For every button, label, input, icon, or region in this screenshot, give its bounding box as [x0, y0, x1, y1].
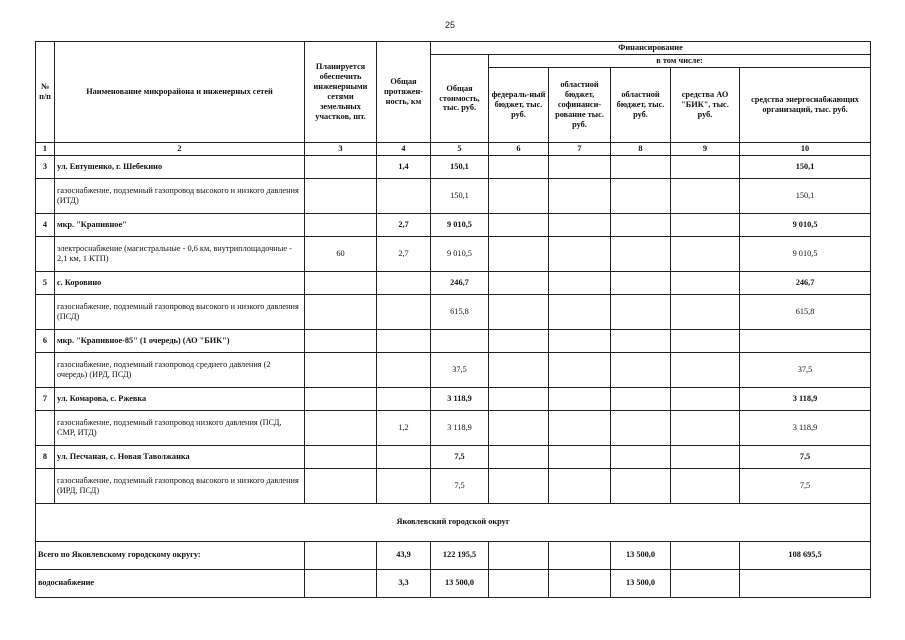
row-length	[377, 468, 431, 503]
row-regional	[611, 352, 671, 387]
row-cofin	[549, 329, 611, 352]
column-number: 2	[55, 142, 305, 155]
row-cofin	[549, 468, 611, 503]
total-plots	[305, 541, 377, 569]
row-bik	[671, 410, 740, 445]
row-total-cost: 9 010,5	[431, 213, 489, 236]
row-bik	[671, 236, 740, 271]
financing-table	[35, 41, 871, 598]
row-num: 6	[36, 329, 55, 352]
header-total-cost: Общая стоимость, тыс. руб.	[431, 55, 489, 143]
row-length: 2,7	[377, 236, 431, 271]
district-row	[36, 271, 871, 294]
row-plots	[305, 445, 377, 468]
row-name: газоснабжение, подземный газопровод среднего давления (2 очередь) (ИРД, ПСД)	[55, 352, 305, 387]
row-num	[36, 468, 55, 503]
row-total-cost: 7,5	[431, 468, 489, 503]
row-cofin	[549, 236, 611, 271]
row-length	[377, 294, 431, 329]
row-num	[36, 410, 55, 445]
row-name: мкр. "Крапивное"	[55, 213, 305, 236]
column-number: 5	[431, 142, 489, 155]
row-plots	[305, 329, 377, 352]
row-federal	[489, 410, 549, 445]
row-name: газоснабжение, подземный газопровод низкого давления (ПСД, СМР, ИТД)	[55, 410, 305, 445]
row-plots	[305, 155, 377, 178]
water-supply-cofin	[549, 569, 611, 597]
row-energy	[740, 329, 871, 352]
row-num: 3	[36, 155, 55, 178]
network-row	[36, 294, 871, 329]
total-bik	[671, 541, 740, 569]
row-length	[377, 387, 431, 410]
row-bik	[671, 294, 740, 329]
row-plots	[305, 294, 377, 329]
row-cofin	[549, 213, 611, 236]
row-regional	[611, 294, 671, 329]
row-cofin	[549, 445, 611, 468]
header-length: Общая протяжен-ность, км	[377, 42, 431, 143]
row-name: ул. Песчаная, с. Новая Таволжанка	[55, 445, 305, 468]
section-block	[36, 503, 871, 597]
row-bik	[671, 178, 740, 213]
row-name: газоснабжение, подземный газопровод высокого и низкого давления (ИТД)	[55, 178, 305, 213]
row-federal	[489, 329, 549, 352]
row-total-cost: 246,7	[431, 271, 489, 294]
network-row	[36, 352, 871, 387]
row-energy: 3 118,9	[740, 387, 871, 410]
water-supply-bik	[671, 569, 740, 597]
row-num	[36, 352, 55, 387]
row-name: ул. Евтушенко, г. Шебекино	[55, 155, 305, 178]
row-regional	[611, 213, 671, 236]
network-row	[36, 236, 871, 271]
row-regional	[611, 445, 671, 468]
row-regional	[611, 271, 671, 294]
row-plots	[305, 178, 377, 213]
column-number: 9	[671, 142, 740, 155]
row-federal	[489, 445, 549, 468]
table-header	[36, 42, 871, 156]
row-energy: 7,5	[740, 468, 871, 503]
row-cofin	[549, 387, 611, 410]
column-number: 10	[740, 142, 871, 155]
row-energy: 150,1	[740, 178, 871, 213]
row-num: 5	[36, 271, 55, 294]
row-cofin	[549, 352, 611, 387]
header-regional: областной бюджет, тыс. руб.	[611, 67, 671, 142]
row-regional	[611, 387, 671, 410]
row-name: с. Коровино	[55, 271, 305, 294]
row-num: 7	[36, 387, 55, 410]
section-title: Яковлевский городской округ	[36, 503, 871, 541]
row-federal	[489, 352, 549, 387]
column-number-row	[36, 142, 871, 155]
row-bik	[671, 271, 740, 294]
row-federal	[489, 294, 549, 329]
row-total-cost: 150,1	[431, 178, 489, 213]
row-bik	[671, 155, 740, 178]
header-federal: федераль-ный бюджет, тыс. руб.	[489, 67, 549, 142]
network-row	[36, 410, 871, 445]
row-regional	[611, 410, 671, 445]
header-name: Наименование микрорайона и инженерных сетей	[55, 42, 305, 143]
row-name: газоснабжение, подземный газопровод высокого и низкого давления (ИРД, ПСД)	[55, 468, 305, 503]
row-energy: 37,5	[740, 352, 871, 387]
total-federal	[489, 541, 549, 569]
network-row	[36, 468, 871, 503]
total-regional: 13 500,0	[611, 541, 671, 569]
row-num: 4	[36, 213, 55, 236]
water-supply-row	[36, 569, 871, 597]
water-supply-plots	[305, 569, 377, 597]
row-name: электроснабжение (магистральные - 0,6 км, внутриплощадочные - 2,1 км, 1 КТП)	[55, 236, 305, 271]
row-bik	[671, 387, 740, 410]
row-federal	[489, 213, 549, 236]
page-number: 25	[445, 20, 456, 30]
column-number: 1	[36, 142, 55, 155]
water-supply-regional: 13 500,0	[611, 569, 671, 597]
total-length: 43,9	[377, 541, 431, 569]
row-cofin	[549, 410, 611, 445]
row-regional	[611, 236, 671, 271]
row-plots	[305, 410, 377, 445]
row-energy: 9 010,5	[740, 213, 871, 236]
row-cofin	[549, 271, 611, 294]
row-cofin	[549, 178, 611, 213]
header-including: в том числе:	[489, 55, 871, 68]
row-federal	[489, 271, 549, 294]
row-federal	[489, 468, 549, 503]
water-supply-energy	[740, 569, 871, 597]
total-cofin	[549, 541, 611, 569]
row-total-cost	[431, 329, 489, 352]
total-row	[36, 541, 871, 569]
row-length: 1,4	[377, 155, 431, 178]
network-row	[36, 178, 871, 213]
header-plots: Планируется обеспечить инженерными сетями земельных участков, шт.	[305, 42, 377, 143]
row-energy: 615,8	[740, 294, 871, 329]
row-plots: 60	[305, 236, 377, 271]
row-bik	[671, 468, 740, 503]
row-plots	[305, 271, 377, 294]
column-number: 3	[305, 142, 377, 155]
row-regional	[611, 155, 671, 178]
water-supply-length: 3,3	[377, 569, 431, 597]
row-length	[377, 352, 431, 387]
row-energy: 3 118,9	[740, 410, 871, 445]
row-num: 8	[36, 445, 55, 468]
column-number: 6	[489, 142, 549, 155]
column-number: 4	[377, 142, 431, 155]
header-regional-cofin: областной бюджет, софинанси-рование тыс. руб.	[549, 67, 611, 142]
row-regional	[611, 329, 671, 352]
row-name: газоснабжение, подземный газопровод высокого и низкого давления (ПСД)	[55, 294, 305, 329]
row-federal	[489, 387, 549, 410]
row-total-cost: 3 118,9	[431, 387, 489, 410]
row-regional	[611, 178, 671, 213]
row-num	[36, 294, 55, 329]
row-bik	[671, 445, 740, 468]
row-plots	[305, 213, 377, 236]
row-length	[377, 178, 431, 213]
row-total-cost: 9 010,5	[431, 236, 489, 271]
row-plots	[305, 352, 377, 387]
district-row	[36, 213, 871, 236]
row-num	[36, 178, 55, 213]
row-length: 2,7	[377, 213, 431, 236]
row-length	[377, 329, 431, 352]
row-num	[36, 236, 55, 271]
header-financing: Финансирование	[431, 42, 871, 55]
row-total-cost: 37,5	[431, 352, 489, 387]
water-supply-federal	[489, 569, 549, 597]
district-row	[36, 445, 871, 468]
row-total-cost: 615,8	[431, 294, 489, 329]
header-energy: средства энергоснабжающих организаций, тыс. руб.	[740, 67, 871, 142]
row-total-cost: 7,5	[431, 445, 489, 468]
row-total-cost: 150,1	[431, 155, 489, 178]
district-row	[36, 329, 871, 352]
total-cost: 122 195,5	[431, 541, 489, 569]
header-bik: средства АО "БИК", тыс. руб.	[671, 67, 740, 142]
row-federal	[489, 236, 549, 271]
header-num: № п/п	[36, 42, 55, 143]
row-regional	[611, 468, 671, 503]
row-plots	[305, 387, 377, 410]
row-length	[377, 271, 431, 294]
district-row	[36, 387, 871, 410]
row-bik	[671, 352, 740, 387]
water-supply-cost: 13 500,0	[431, 569, 489, 597]
total-label: Всего по Яковлевскому городскому округу:	[36, 541, 305, 569]
total-energy: 108 695,5	[740, 541, 871, 569]
row-energy: 150,1	[740, 155, 871, 178]
row-length: 1,2	[377, 410, 431, 445]
row-name: ул. Комарова, с. Ржевка	[55, 387, 305, 410]
row-energy: 7,5	[740, 445, 871, 468]
row-plots	[305, 468, 377, 503]
row-length	[377, 445, 431, 468]
row-total-cost: 3 118,9	[431, 410, 489, 445]
row-bik	[671, 213, 740, 236]
district-row	[36, 155, 871, 178]
row-federal	[489, 178, 549, 213]
column-number: 7	[549, 142, 611, 155]
row-cofin	[549, 155, 611, 178]
row-name: мкр. "Крапивное-85" (1 очередь) (АО "БИК")	[55, 329, 305, 352]
row-federal	[489, 155, 549, 178]
row-energy: 246,7	[740, 271, 871, 294]
column-number: 8	[611, 142, 671, 155]
table-body	[36, 155, 871, 503]
water-supply-label: водоснабжение	[36, 569, 305, 597]
row-cofin	[549, 294, 611, 329]
row-energy: 9 010,5	[740, 236, 871, 271]
row-bik	[671, 329, 740, 352]
